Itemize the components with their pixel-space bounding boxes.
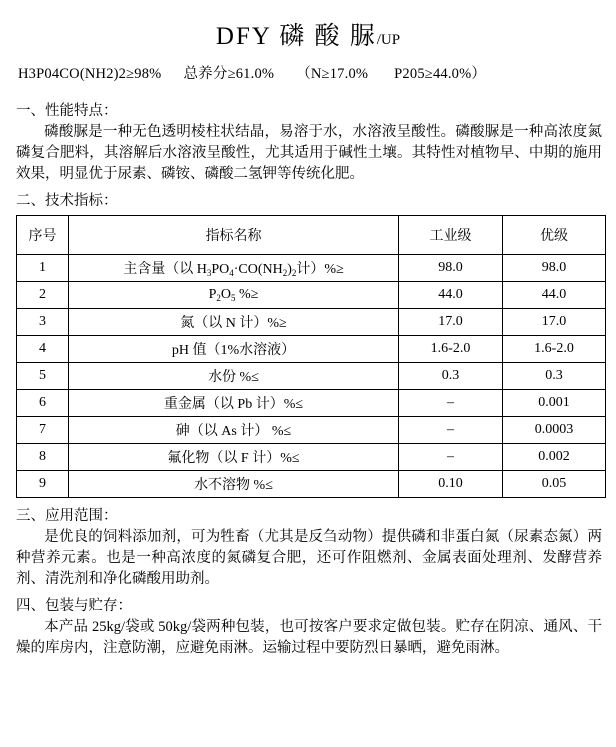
section-body-application-text: 是优良的饲料添加剂，可为牲畜（尤其是反刍动物）提供磷和非蛋白氮（尿素态氮）两种营养元素。也是一种高浓度的氮磷复合肥，还可作阻燃剂、金属表面处理剂、发酵营养剂、清洗剂和净化磷酸用助剂。 (16, 529, 602, 587)
section-body-application (16, 527, 602, 590)
table-cell-name: pH 值（1%水溶液） (69, 336, 399, 363)
section-heading-application: 三、应用范围： (16, 508, 118, 524)
table-cell-no: 1 (17, 255, 69, 282)
title-sub-text: /UP (376, 32, 401, 48)
table-cell-premium: 44.0 (503, 282, 606, 309)
table-row (17, 309, 606, 336)
table-cell-premium: 0.002 (503, 444, 606, 471)
specifications-table (16, 215, 606, 498)
table-cell-no: 4 (17, 336, 69, 363)
table-cell-premium: 1.6-2.0 (503, 336, 606, 363)
table-header-name: 指标名称 (69, 216, 399, 255)
section-heading-performance: 一、性能特点： (16, 103, 118, 119)
table-row (17, 282, 606, 309)
table-header-no: 序号 (17, 216, 69, 255)
section-heading-packaging: 四、包装与贮存： (16, 598, 132, 614)
table-row (17, 336, 606, 363)
page-title (14, 16, 602, 52)
table-cell-premium: 0.001 (503, 390, 606, 417)
table-cell-name: 氟化物（以 F 计）%≤ (69, 444, 399, 471)
table-header-premium: 优级 (503, 216, 606, 255)
formula-part-4: P205≥44.0%） (394, 66, 487, 82)
table-cell-name: $P_2O_5$ %≥ (69, 282, 399, 309)
table-cell-industrial: 44.0 (399, 282, 503, 309)
table-cell-name: 主含量（以 $H_3PO_4\cdot CO(NH_2)_2$计）%≥ (69, 255, 399, 282)
section-body-performance (16, 122, 602, 185)
table-cell-no: 2 (17, 282, 69, 309)
table-cell-no: 8 (17, 444, 69, 471)
table-cell-no: 7 (17, 417, 69, 444)
formula-part-3: （N≥17.0% (296, 66, 369, 82)
table-cell-industrial: 98.0 (399, 255, 503, 282)
section-body-performance-text: 磷酸脲是一种无色透明棱柱状结晶，易溶于水，水溶液呈酸性。磷酸脲是一种高浓度氮磷复合肥料，其溶解后水溶液呈酸性，尤其适用于碱性土壤。其特性对植物早、中期的施用效果，明显优于尿素、磷铵、磷酸二氢钾等传统化肥。 (16, 124, 602, 182)
table-cell-industrial: 1.6-2.0 (399, 336, 503, 363)
table-cell-name: 砷（以 As 计） %≤ (69, 417, 399, 444)
table-cell-no: 9 (17, 471, 69, 498)
formula-part-2: 总养分≥61.0% (183, 66, 275, 82)
table-row (17, 255, 606, 282)
table-cell-name: 水不溶物 %≤ (69, 471, 399, 498)
table-cell-industrial: – (399, 390, 503, 417)
table-cell-premium: 0.0003 (503, 417, 606, 444)
table-row (17, 471, 606, 498)
formula-part-1: H3P04CO(NH2)2≥98% (18, 66, 162, 82)
section-body-packaging-text: 本产品 25kg/袋或 50kg/袋两种包装，也可按客户要求定做包装。贮存在阴凉、通风、干燥的库房内，注意防潮，应避免雨淋。运输过程中要防烈日暴晒，避免雨淋。 (16, 619, 602, 656)
table-cell-name: 水份 %≤ (69, 363, 399, 390)
chemical-formula-line (18, 62, 602, 83)
table-cell-industrial: 0.3 (399, 363, 503, 390)
table-cell-name: 重金属（以 Pb 计）%≤ (69, 390, 399, 417)
table-cell-premium: 0.3 (503, 363, 606, 390)
title-main-text: DFY 磷 酸 脲 (215, 23, 377, 50)
table-header-row (17, 216, 606, 255)
table-header-industrial: 工业级 (399, 216, 503, 255)
table-cell-no: 3 (17, 309, 69, 336)
table-cell-premium: 17.0 (503, 309, 606, 336)
table-cell-premium: 0.05 (503, 471, 606, 498)
table-cell-industrial: 0.10 (399, 471, 503, 498)
table-row (17, 417, 606, 444)
table-cell-premium: 98.0 (503, 255, 606, 282)
section-body-packaging (16, 617, 602, 659)
table-row (17, 444, 606, 471)
table-row (17, 363, 606, 390)
table-cell-no: 5 (17, 363, 69, 390)
table-cell-industrial: – (399, 417, 503, 444)
table-cell-industrial: – (399, 444, 503, 471)
table-body (17, 255, 606, 498)
section-heading-specifications: 二、技术指标： (16, 193, 118, 209)
table-row (17, 390, 606, 417)
table-cell-no: 6 (17, 390, 69, 417)
table-cell-name: 氮（以 N 计）%≥ (69, 309, 399, 336)
table-cell-industrial: 17.0 (399, 309, 503, 336)
